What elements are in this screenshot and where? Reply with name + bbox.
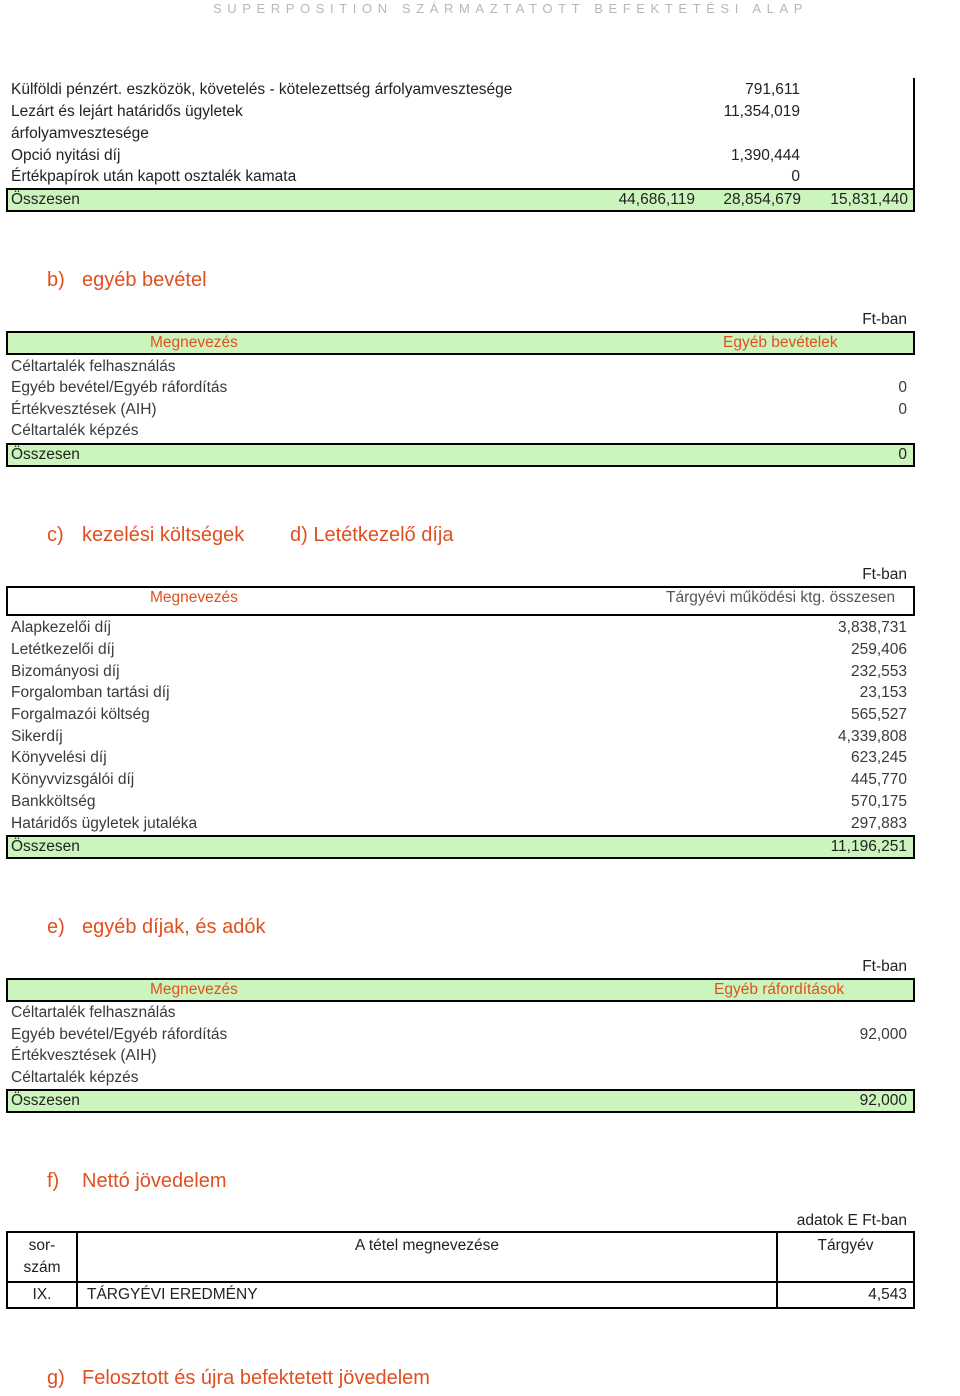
table-border-mid — [6, 1281, 915, 1283]
row-value: 4,339,808 — [838, 728, 907, 745]
section-c-title — [47, 523, 454, 547]
unit-label: Ft-ban — [862, 566, 907, 583]
unit-label: adatok E Ft-ban — [796, 1212, 907, 1229]
row-value: 0 — [791, 168, 800, 185]
column-header-name: A tétel megnevezése — [355, 1237, 499, 1254]
section-d-title: d) Letétkezelő díja — [290, 524, 454, 546]
total-label: Összesen — [11, 191, 80, 208]
row-label: Bankköltség — [11, 793, 96, 810]
section-f-title — [47, 1169, 227, 1193]
total-label: Összesen — [11, 446, 80, 463]
row-value: 445,770 — [850, 771, 907, 788]
row-value: 0 — [898, 401, 907, 418]
section-e-title — [47, 915, 266, 939]
section-letter: f) — [47, 1170, 60, 1192]
section-title: egyéb bevétel — [82, 269, 207, 291]
column-header-value: Egyéb bevételek — [723, 334, 838, 351]
row-label: Céltartalék képzés — [11, 422, 139, 439]
row-label: Egyéb bevétel/Egyéb ráfordítás — [11, 1026, 228, 1043]
row-label: Céltartalék felhasználás — [11, 358, 176, 375]
row-value: 791,611 — [745, 81, 800, 98]
row-value: 23,153 — [859, 684, 907, 701]
row-label: Forgalmazói költség — [11, 706, 150, 723]
row-label: árfolyamvesztesége — [11, 125, 149, 142]
column-header-name: Megnevezés — [150, 589, 238, 606]
column-header-value: Egyéb ráfordítások — [714, 981, 845, 998]
document-header: SUPERPOSITION SZÁRMAZTATOTT BEFEKTETÉSI ALAP — [213, 1, 809, 16]
row-value: 1,390,444 — [731, 147, 800, 164]
total-value-3: 15,831,440 — [830, 191, 908, 208]
row-number: IX. — [32, 1286, 52, 1303]
row-label: Értékvesztések (AIH) — [11, 1047, 157, 1064]
row-label: Letétkezelői díj — [11, 641, 115, 658]
column-header-value: Tárgyévi működési ktg. összesen — [666, 589, 896, 606]
section-b-title — [47, 268, 207, 292]
row-label: Bizományosi díj — [11, 663, 120, 680]
total-label: Összesen — [11, 838, 80, 855]
row-value: 297,883 — [850, 815, 907, 832]
total-value: 11,196,251 — [830, 838, 907, 855]
row-value: 11,354,019 — [723, 103, 800, 120]
column-header-name: Megnevezés — [150, 981, 238, 998]
row-label: Céltartalék képzés — [11, 1069, 139, 1086]
row-value: 565,527 — [850, 706, 907, 723]
row-label: Határidős ügyletek jutaléka — [11, 815, 198, 832]
row-label: Egyéb bevétel/Egyéb ráfordítás — [11, 379, 228, 396]
section-title: Nettó jövedelem — [82, 1170, 227, 1192]
row-label: Alapkezelői díj — [11, 619, 111, 636]
row-label: Könyvelési díj — [11, 749, 107, 766]
row-value: 4,543 — [868, 1286, 907, 1303]
section-letter: g) — [47, 1367, 65, 1389]
section-letter: b) — [47, 269, 65, 291]
row-label: TÁRGYÉVI EREDMÉNY — [87, 1286, 258, 1303]
row-label: Sikerdíj — [11, 728, 63, 745]
column-header-value: Tárgyév — [817, 1237, 874, 1254]
total-value: 92,000 — [859, 1092, 907, 1109]
row-value: 0 — [898, 379, 907, 396]
section-letter: c) — [47, 524, 64, 546]
row-value: 92,000 — [859, 1026, 907, 1043]
row-label: Forgalomban tartási díj — [11, 684, 170, 701]
row-label: Lezárt és lejárt határidős ügyletek — [11, 103, 243, 120]
row-label: Külföldi pénzért. eszközök, követelés - kötelezettség árfolyamvesztesége — [11, 81, 513, 98]
section-title: Felosztott és újra befektetett jövedelem — [82, 1367, 430, 1389]
section-g-title — [47, 1366, 430, 1390]
row-label: Értékpapírok után kapott osztalék kamata — [11, 168, 297, 185]
table-border-bottom — [6, 1307, 915, 1309]
row-value: 570,175 — [850, 793, 907, 810]
total-label: Összesen — [11, 1092, 80, 1109]
section-title: kezelési költségek — [82, 524, 245, 546]
row-value: 3,838,731 — [838, 619, 907, 636]
section-letter: e) — [47, 916, 65, 938]
total-value: 0 — [898, 446, 907, 463]
column-header-no-2: szám — [23, 1259, 61, 1276]
total-value-2: 28,854,679 — [723, 191, 801, 208]
table-border-right — [913, 1231, 915, 1309]
table-border-top — [6, 1231, 915, 1233]
total-value-1: 44,686,119 — [618, 191, 695, 208]
row-label: Értékvesztések (AIH) — [11, 401, 157, 418]
column-header-name: Megnevezés — [150, 334, 238, 351]
section-title: egyéb díjak, és adók — [82, 916, 266, 938]
row-label: Opció nyitási díj — [11, 147, 121, 164]
column-header-no-1: sor- — [28, 1237, 56, 1254]
row-value: 623,245 — [850, 749, 907, 766]
unit-label: Ft-ban — [862, 311, 907, 328]
unit-label: Ft-ban — [862, 958, 907, 975]
row-label: Könyvvizsgálói díj — [11, 771, 135, 788]
row-value: 232,553 — [850, 663, 907, 680]
row-label: Céltartalék felhasználás — [11, 1004, 176, 1021]
row-value: 259,406 — [850, 641, 907, 658]
